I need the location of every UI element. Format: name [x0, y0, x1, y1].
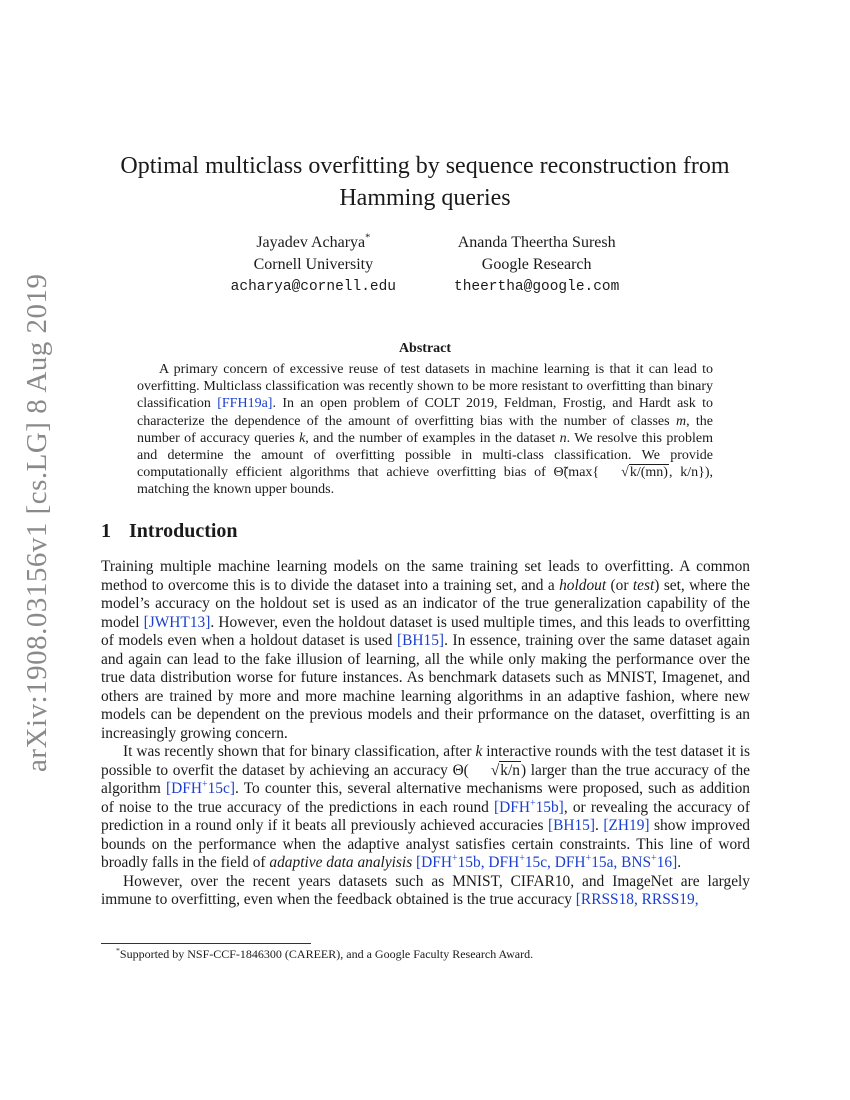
section-title: Introduction [129, 520, 238, 542]
cite-part: 15c] [207, 780, 235, 797]
var-n: n [559, 430, 567, 446]
sqrt-icon: √ [490, 761, 500, 779]
cite-part: 15b, DFH [457, 854, 520, 871]
paragraph-1 [101, 558, 750, 743]
p2-text-4: . To counter this, several alternative mechanisms were proposed, such as addition of noise to the true accuracy of the predictions in each round [101, 780, 750, 816]
p2-var-k: k [475, 743, 483, 760]
cite-sup: + [451, 852, 458, 864]
formula-radicand: k/(mn) [629, 465, 668, 481]
section-heading [101, 520, 238, 543]
p2-text-9: . [677, 854, 682, 871]
abstract-body [137, 361, 713, 499]
sqrt-icon: √ [621, 465, 629, 481]
cite-part: 15a, BNS [591, 854, 652, 871]
author-1-footnote-mark: * [365, 232, 371, 244]
formula-prefix: Θ̃(max{ [553, 465, 600, 481]
citation-jwht13[interactable]: [JWHT13] [143, 613, 211, 631]
p1-text-3: ) set, where the model’s accuracy on the holdout set is used as an indicator of the true generalization capability of the model [101, 576, 750, 631]
cite-part: 15c, DFH [524, 854, 586, 871]
author-1 [231, 232, 396, 298]
author-1-name-line [231, 232, 396, 254]
section-number: 1 [101, 520, 111, 542]
p1-test: test [632, 576, 655, 594]
formula-overfitting-bias [554, 465, 710, 480]
author-1-affiliation: Cornell University [253, 256, 374, 273]
p2-adaptive-data-analysis: adaptive data analyisis [269, 854, 413, 871]
author-2-email: theertha@google.com [454, 279, 620, 295]
citation-ffh19a[interactable]: [FFH19a] [217, 396, 273, 412]
cite-part: 16] [656, 854, 678, 871]
p1-text-5: . In essence, training over the same dataset again and again can lead to the fake illusion of learning, all the while only making the performance over the true data distribution worse for future instances. As benchmark datasets such as MNIST, Imagenet, and others are trained by more and more machine learning algorithms in an adaptive fashion, where new models can be dependent on the previous models and their prformance on the dataset, overfitting is an increasingly growing concern. [101, 632, 750, 742]
abstract-text-6: , matching the known upper bounds. [137, 465, 713, 498]
cite-sup: + [651, 852, 657, 864]
citation-group-ada[interactable] [416, 854, 677, 871]
formula-radicand: k/n [500, 761, 520, 779]
p2-text-7: show improved bounds on the performance when the adaptive analyst satisfies certain constraints. This line of word broadly falls in the field of [101, 817, 750, 871]
abstract-text-5: . We resolve this problem and determine the amount of overfitting possible in multi-class classification. We provide computationally efficient algorithms that achieve overfitting bias of [137, 430, 713, 481]
citation-bh15[interactable]: [BH15] [397, 632, 445, 649]
arxiv-identifier: arXiv:1908.03156v1 [cs.LG] 8 Aug 2019 [21, 273, 53, 772]
p2-text-5: , or revealing the accuracy of prediction in a round only if it beats all previously achieved accuracies [101, 798, 750, 834]
p3-text-1: However, over the recent years datasets such as MNIST, CIFAR10, and ImageNet are largely immune to overfitting, even when the feedback obtained is the true accuracy [101, 872, 750, 908]
p1-holdout: holdout [559, 576, 607, 594]
citation-dfh15b[interactable] [494, 799, 564, 816]
cite-part: [DFH [416, 854, 452, 871]
author-1-name: Jayadev Acharya [256, 234, 366, 251]
author-2-affiliation: Google Research [481, 256, 592, 273]
cite-sup: + [529, 797, 536, 809]
paragraph-3 [101, 873, 750, 910]
cite-part: 15b] [535, 798, 564, 816]
p1-text-1: Training multiple machine learning models on the same training set leads to overfitting. A common method to overcome this is to divide the dataset into a training set, and a [101, 558, 750, 594]
paper-title: Optimal multiclass overfitting by sequence reconstruction from Hamming queries [120, 153, 730, 211]
cite-part: [DFH [494, 798, 530, 816]
author-block [100, 232, 750, 298]
p2-text-1: It was recently shown that for binary classification, after [123, 743, 476, 760]
cite-sup: + [201, 778, 208, 790]
abstract-text-2: . In an open problem of COLT 2019, Feldman, Frostig, and Hardt ask to characterize the dependence of the amount of overfitting bias with the number of classes [137, 396, 713, 429]
citation-zh19[interactable]: [ZH19] [603, 817, 650, 834]
abstract-heading: Abstract [398, 341, 452, 356]
footnote-mark: * [116, 946, 120, 955]
cite-sup: + [519, 852, 525, 864]
citation-rrss[interactable]: [RRSS18, RRSS19, [575, 891, 699, 908]
p2-text-6: . [595, 817, 604, 834]
abstract-text-4: , and the number of examples in the dataset [305, 430, 560, 446]
author-2-name: Ananda Theertha Suresh [457, 234, 616, 251]
var-k: k [299, 430, 306, 446]
cite-part: [DFH [166, 780, 202, 797]
footnote-text: Supported by NSF-CCF-1846300 (CAREER), and a Google Faculty Research Award. [119, 947, 534, 961]
formula-accuracy [453, 762, 527, 779]
p2-text-3: larger than the true accuracy of the algorithm [101, 761, 750, 797]
formula-suffix: , k/n}) [668, 465, 710, 481]
p1-text-2: (or [606, 576, 633, 594]
abstract-text-3: , the number of accuracy queries [137, 413, 714, 446]
var-m: m [675, 413, 687, 429]
introduction-body [101, 558, 750, 910]
citation-bh15[interactable]: [BH15] [547, 817, 596, 834]
abstract-text-1: A primary concern of excessive reuse of test datasets in machine learning is that it can lead to overfitting. Multiclass classification was recently shown to be more resistant to overfitting than binary classification [137, 362, 713, 412]
footnote-divider [101, 943, 311, 944]
author-2 [454, 232, 619, 298]
p1-text-4: . However, even the holdout dataset is used multiple times, and this leads to overfitting of models even when a holdout dataset is used [101, 613, 750, 649]
footnote [116, 947, 750, 962]
formula-theta: Θ( [452, 761, 469, 779]
author-1-email: acharya@cornell.edu [230, 279, 396, 295]
paragraph-2 [101, 743, 750, 873]
cite-sup: + [585, 852, 592, 864]
citation-dfh15c[interactable] [166, 780, 235, 797]
formula-close: ) [520, 761, 527, 779]
p2-text-2: interactive rounds with the test dataset it is possible to overfit the dataset by achieving an accuracy [101, 743, 750, 779]
